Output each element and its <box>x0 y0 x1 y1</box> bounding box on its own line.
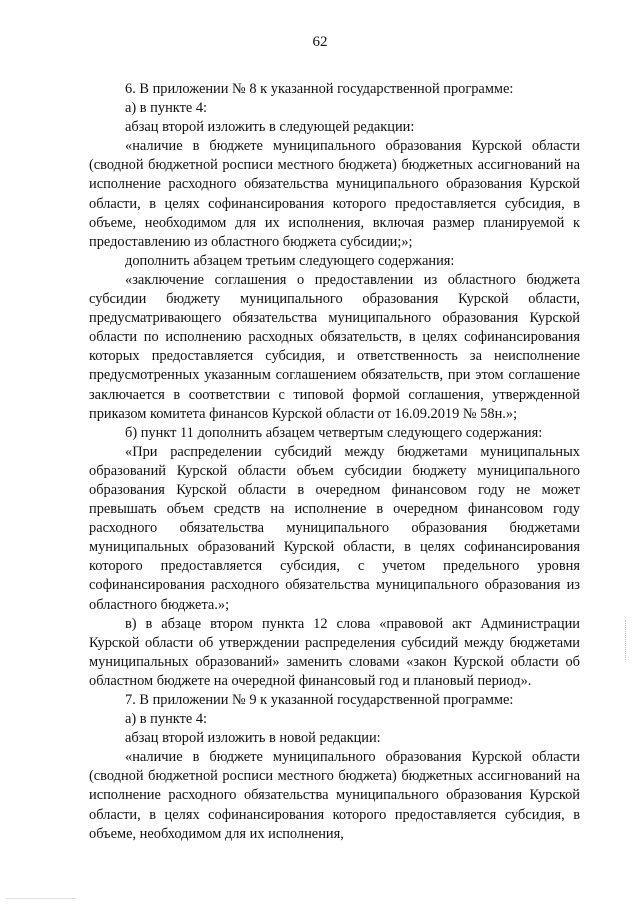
paragraph: дополнить абзацем третьим следующего содержания: <box>125 252 455 269</box>
paragraph: 6. В приложении № 8 к указанной государственной программе: <box>125 81 514 97</box>
paragraph: «наличие в бюджете муниципального образования Курской области (сводной бюджетной росписи местного бюджета) бюджетных ассигнований на исполнение расходного обязательства муниципального образования Курской области, в целях софинансирования которого предоставляется субсидия, в объеме, необходимом для их исполнения, включая размер планируемой к предоставлению из областного бюджета субсидии;»; <box>89 138 580 250</box>
paragraph: в) в абзаце втором пункта 12 слова «правовой акт Администрации Курской области об утверждении распределения субсидий между бюджетами муниципальных образований» заменить словами «закон Курской области об областном бюджете на очередной финансовый год и плановый период». <box>89 615 580 689</box>
page-number: 62 <box>312 34 328 50</box>
paragraph: «заключение соглашения о предоставлении из областного бюджета субсидии бюджету муниципального образования Курской области, предусматривающего обязательства муниципального образования Курской области по исполнению расходных обязательств, в целях софинансирования которых предоставляется субсидия, и ответственность за неисполнение предусмотренных указанным соглашением обязательств, при этом соглашение заключается в соответствии с типовой формой соглашения, утвержденной приказом комитета финансов Курской области от 16.09.2019 № 58н.»; <box>89 271 580 422</box>
paragraph: 7. В приложении № 9 к указанной государственной программе: <box>125 692 514 708</box>
paragraph: а) в пункте 4: <box>125 711 208 728</box>
paragraph: б) пункт 11 дополнить абзацем четвертым следующего содержания: <box>125 424 543 441</box>
paragraph: абзац второй изложить в новой редакции: <box>125 730 381 747</box>
paragraph: а) в пункте 4: <box>125 100 208 117</box>
scan-footer-line <box>6 898 76 899</box>
paragraph: абзац второй изложить в следующей редакции: <box>125 119 415 136</box>
paragraph: «При распределении субсидий между бюджетами муниципальных образований Курской области объем субсидии бюджету муниципального образования Курской области в очередном финансовом году не может превышать объем средств на исполнение в очередном финансовом году расходного обязательства муниципального образования бюджетами муниципальных образований Курской области, в целях софинансирования которого предоставляется субсидия, с учетом предельного уровня софинансирования расходного обязательства муниципального образования из областного бюджета.»; <box>89 443 580 613</box>
scan-edge-mark <box>624 620 626 660</box>
document-body <box>89 80 580 844</box>
paragraph: «наличие в бюджете муниципального образования Курской области (сводной бюджетной росписи местного бюджета) бюджетных ассигнований на исполнение расходного обязательства муниципального образования Курской области, в целях софинансирования которого предоставляется субсидия, в объеме, необходимом для их исполнения, <box>89 749 580 842</box>
